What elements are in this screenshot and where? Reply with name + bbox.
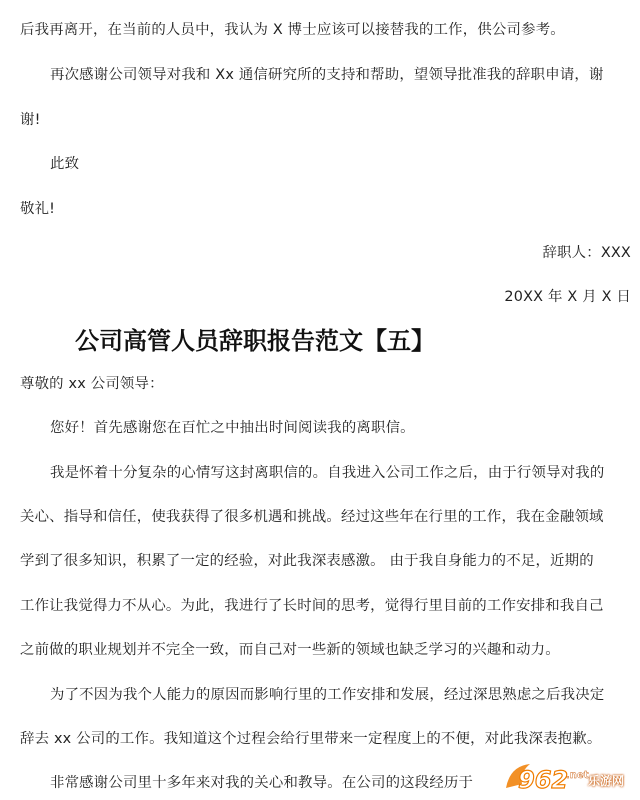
- closing-line: 敬礼!: [20, 201, 56, 217]
- logo-icon: [500, 758, 590, 798]
- paragraph-line: 为了不因为我个人能力的原因而影响行里的工作安排和发展，经过深思熟虑之后我决定: [50, 687, 605, 703]
- svg-text:.net: .net: [566, 770, 589, 781]
- paragraph-line: 您好！首先感谢您在百忙之中抽出时间阅读我的离职信。: [50, 420, 415, 436]
- paragraph-line: 谢!: [20, 112, 41, 128]
- paragraph-line: 辞去 xx 公司的工作。我知道这个过程会给行里带来一定程度上的不便，对此我深表抱歉。: [20, 731, 602, 747]
- paragraph-line: 学到了很多知识，积累了一定的经验，对此我深表感激。 由于我自身能力的不足，近期的: [20, 553, 594, 569]
- paragraph-line: 工作让我觉得力不从心。为此，我进行了长时间的思考，觉得行里目前的工作安排和我自己: [20, 598, 604, 614]
- paragraph-line: 关心、指导和信任，使我获得了很多机遇和挑战。经过这些年在行里的工作，我在金融领域: [20, 509, 604, 525]
- site-watermark-logo: [500, 758, 634, 798]
- paragraph-line: 我是怀着十分复杂的心情写这封离职信的。自我进入公司工作之后，由于行领导对我的: [50, 465, 605, 481]
- watermark-site-name: 乐游网: [588, 774, 625, 788]
- section-heading: 公司高管人员辞职报告范文【五】: [75, 327, 435, 355]
- signature-line: 辞职人：XXX: [542, 245, 631, 261]
- salutation-line: 尊敬的 xx 公司领导：: [20, 376, 164, 392]
- paragraph-line: 再次感谢公司领导对我和 Xx 通信研究所的支持和帮助，望领导批准我的辞职申请，谢: [50, 67, 604, 83]
- closing-line: 此致: [50, 156, 80, 172]
- paragraph-line: 非常感谢公司里十多年来对我的关心和教导。在公司的这段经历于: [50, 775, 474, 791]
- paragraph-line: 后我再离开，在当前的人员中，我认为 X 博士应该可以接替我的工作，供公司参考。: [20, 22, 565, 38]
- svg-text:962: 962: [518, 766, 569, 794]
- paragraph-line: 之前做的职业规划并不完全一致，而自己对一些新的领域也缺乏学习的兴趣和动力。: [20, 642, 560, 658]
- date-line: 20XX 年 X 月 X 日: [504, 289, 631, 305]
